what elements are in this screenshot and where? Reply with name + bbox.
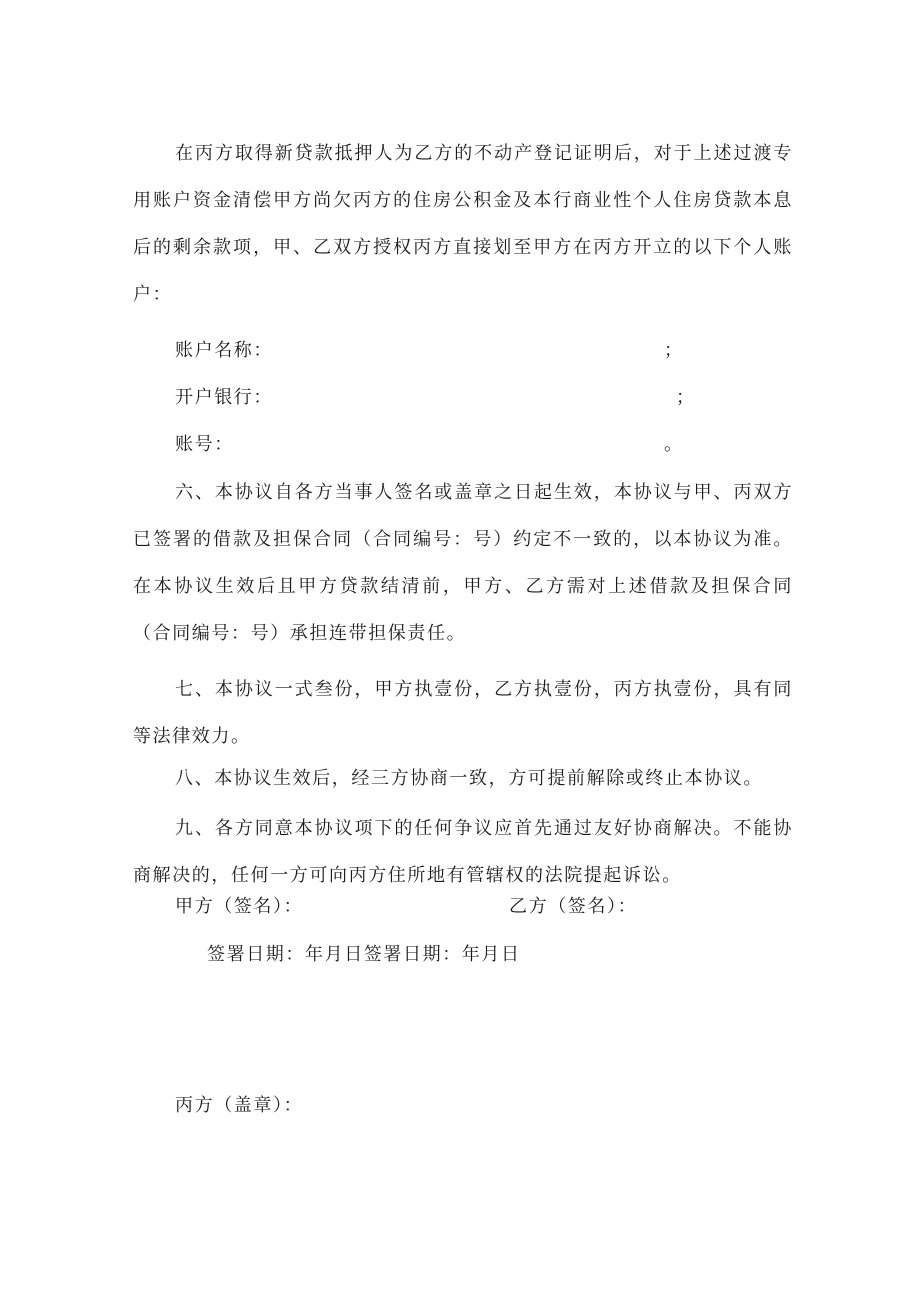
bank-name-label: 开户银行： [175,387,273,408]
clause-six: 六、本协议自各方当事人签名或盖章之日起生效，本协议与甲、丙双方已签署的借款及担保合同（合同编号：号）约定不一致的，以本协议为准。在本协议生效后且甲方贷款结清前，甲方、乙方需对上述借款及担保合同（合同编号：号）承担连带担保责任。 [133,482,793,644]
party-b-signature-label: 乙方（签名）： [509,896,638,917]
account-name-label: 账户名称： [175,340,273,361]
signing-dates-line: 签署日期：年月日签署日期：年月日 [207,944,521,965]
transfer-clause-paragraph: 在丙方取得新贷款抵押人为乙方的不动产登记证明后，对于上述过渡专用账户资金清偿甲方尚欠丙方的住房公积金及本行商业性个人住房贷款本息后的剩余款项，甲、乙双方授权丙方直接划至甲方在丙方开立的以下个人账户： [133,143,793,305]
party-c-seal-label: 丙方（盖章）： [175,1095,304,1116]
clause-seven: 七、本协议一式叁份，甲方执壹份，乙方执壹份，丙方执壹份，具有同等法律效力。 [133,679,793,747]
bank-name-end: ； [676,387,694,408]
account-name-end: ； [664,340,682,361]
clause-nine: 九、各方同意本协议项下的任何争议应首先通过友好协商解决。不能协商解决的，任何一方可向丙方住所地有管辖权的法院提起诉讼。 [133,818,793,886]
clause-eight: 八、本协议生效后，经三方协商一致，方可提前解除或终止本协议。 [175,768,763,789]
party-a-signature-label: 甲方（签名）： [175,896,304,917]
account-number-label: 账号： [175,434,234,455]
account-number-end: 。 [664,434,682,455]
